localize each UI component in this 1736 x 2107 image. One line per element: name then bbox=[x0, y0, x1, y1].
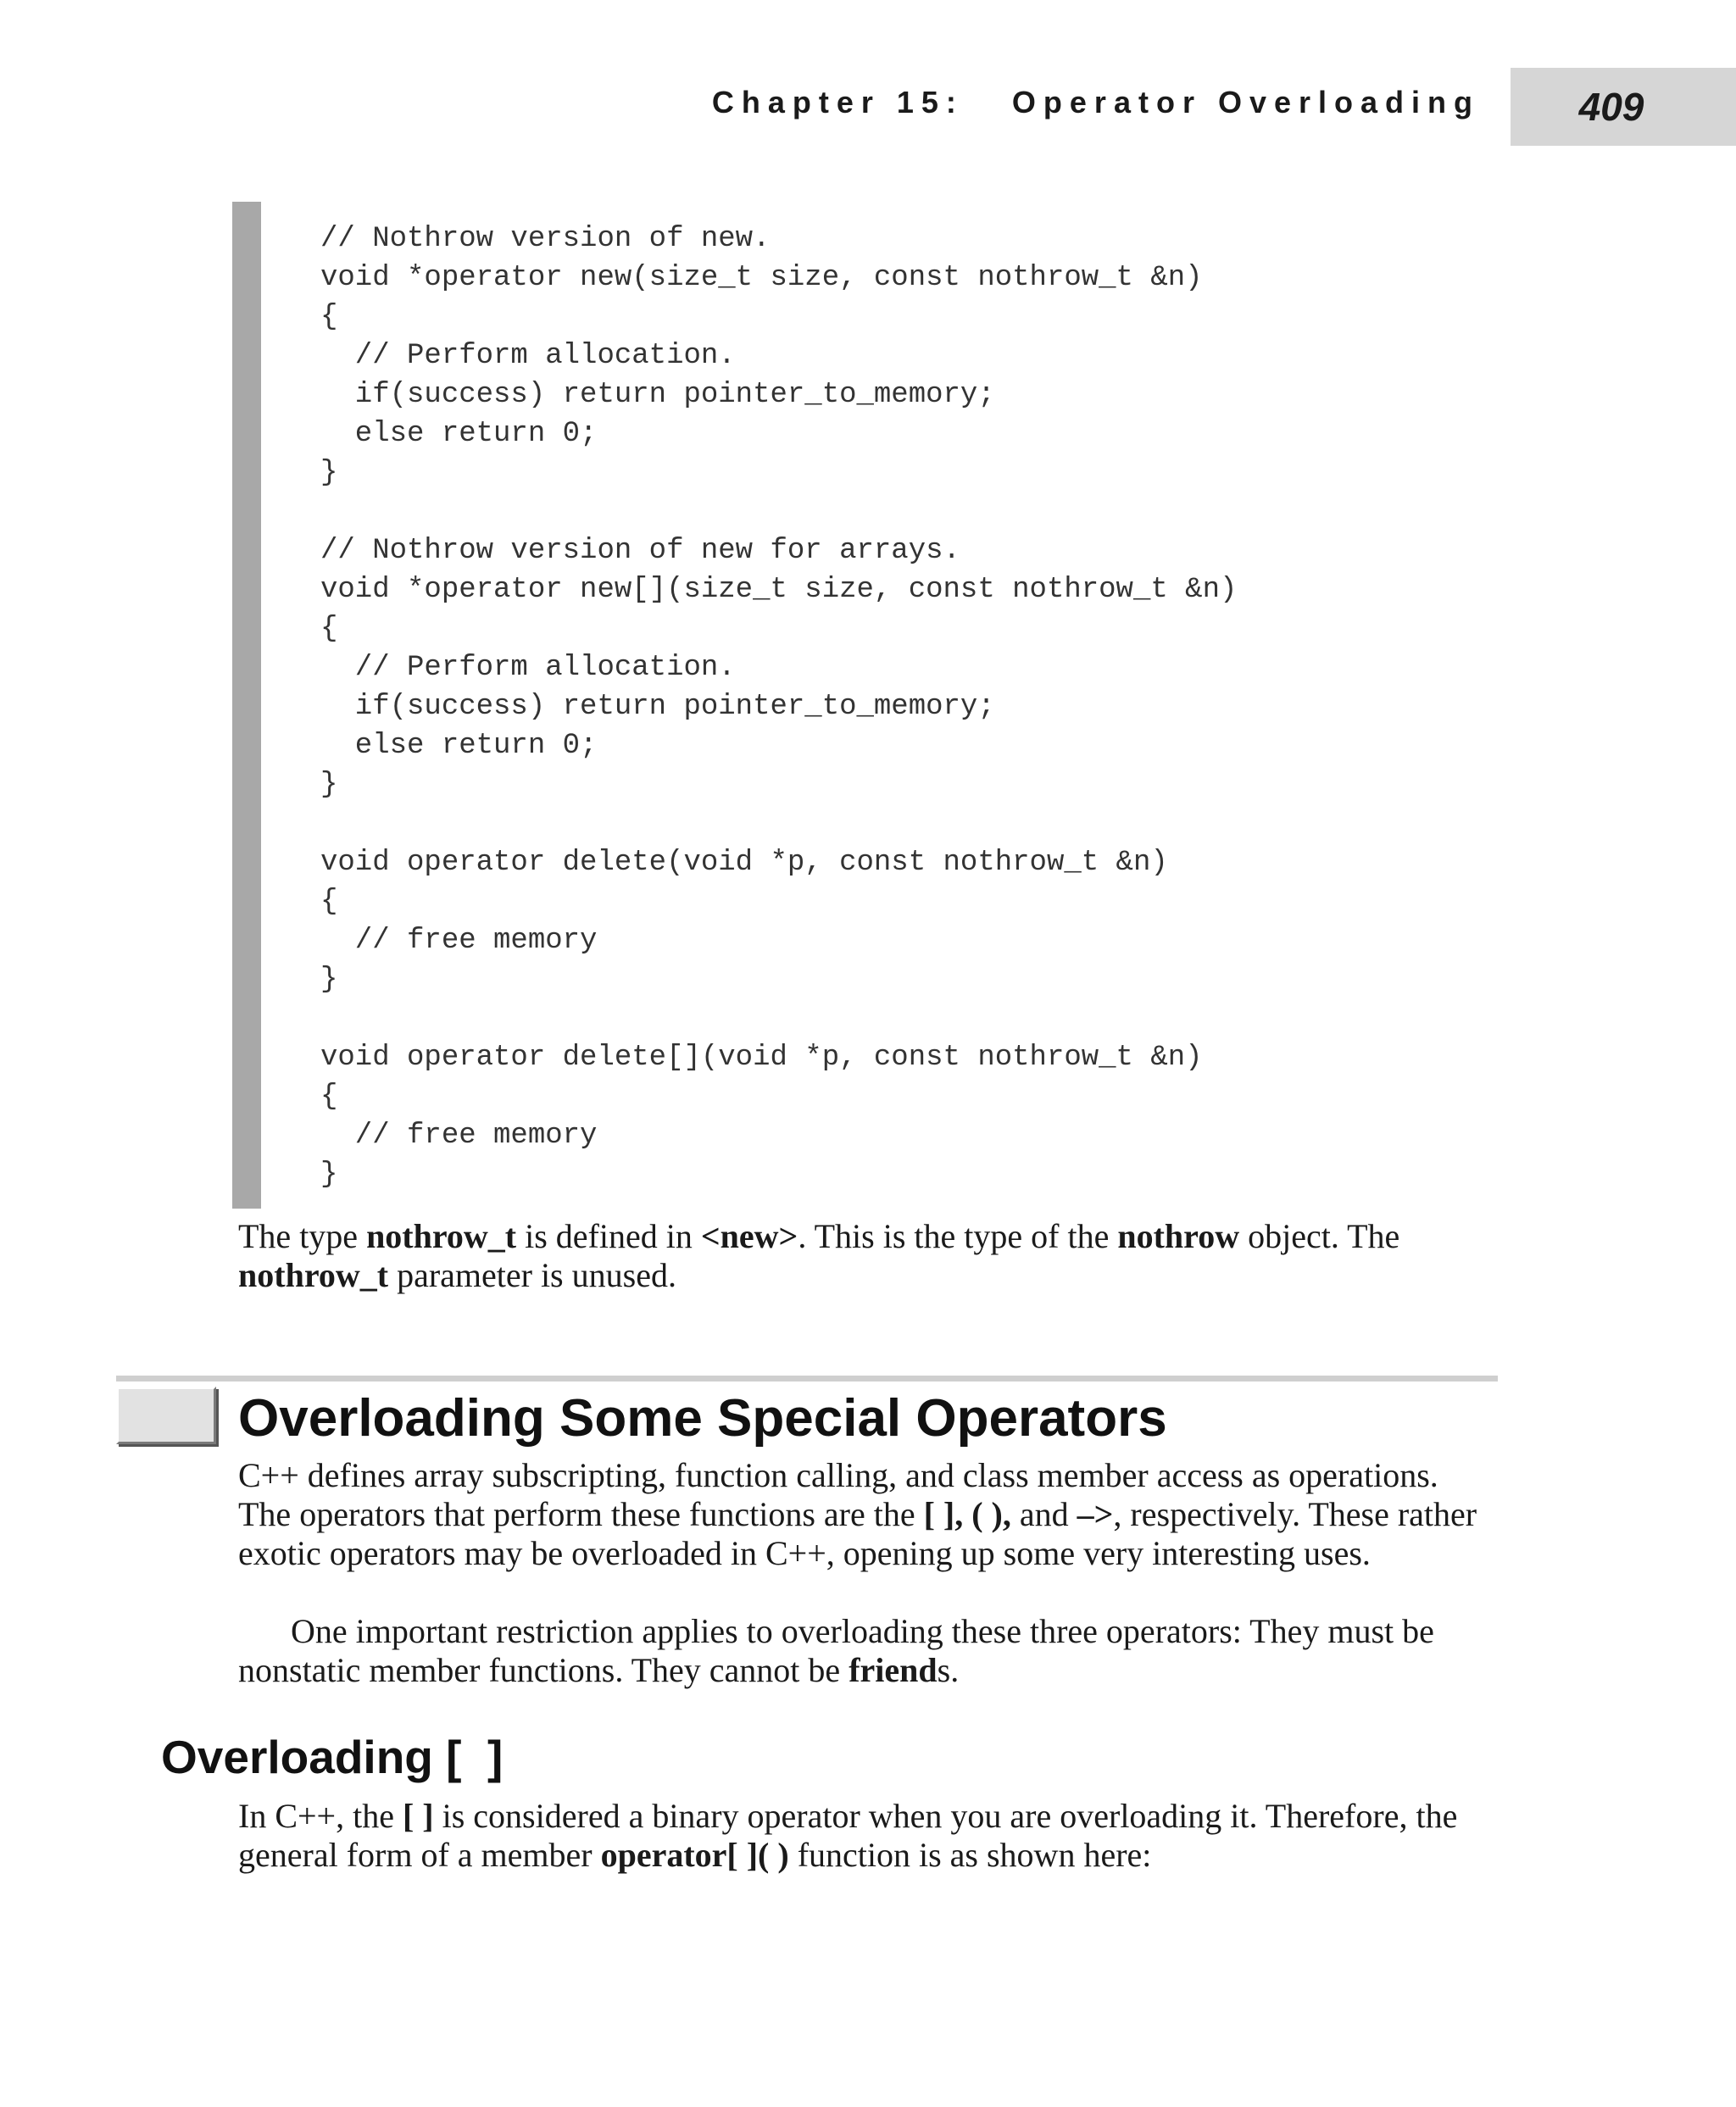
text-run: The type bbox=[238, 1217, 367, 1255]
text-run: One important restriction applies to overloading these three operators: They must be nonstatic member functions. They cannot be bbox=[238, 1612, 1434, 1689]
page-number-tab bbox=[1511, 68, 1736, 146]
code-line: // Perform allocation. bbox=[320, 652, 736, 684]
code-line: // free memory bbox=[320, 1120, 598, 1152]
text-run: parameter is unused. bbox=[388, 1256, 676, 1294]
code-line: } bbox=[320, 964, 338, 996]
code-line: } bbox=[320, 1159, 338, 1191]
code-listing bbox=[232, 202, 1504, 1209]
code-line: } bbox=[320, 769, 338, 801]
bold-term: <new> bbox=[700, 1217, 798, 1255]
code-line bbox=[320, 804, 1504, 843]
bold-term: nothrow_t bbox=[366, 1217, 517, 1255]
bold-term: friend bbox=[849, 1651, 938, 1689]
page-number: 409 bbox=[1578, 85, 1644, 129]
code-line: { bbox=[320, 1081, 338, 1113]
code-line: void operator delete(void *p, const nothrow_t &n) bbox=[320, 847, 1168, 879]
code-line: // Nothrow version of new for arrays. bbox=[320, 535, 960, 567]
section-marker bbox=[116, 1387, 216, 1444]
paragraph-nothrow-type bbox=[238, 1217, 1493, 1295]
code-line: { bbox=[320, 613, 338, 645]
text-run: In C++, the bbox=[238, 1797, 403, 1835]
text-run: C++ defines array subscripting, function calling, and class member access as operations. The operators that perform these functions are the bbox=[238, 1456, 1438, 1533]
code-line: if(success) return pointer_to_memory; bbox=[320, 379, 995, 411]
running-head: Chapter 15: Operator Overloading bbox=[711, 85, 1480, 120]
section-heading: Overloading Some Special Operators bbox=[238, 1389, 1167, 1448]
text-run: and bbox=[1010, 1495, 1077, 1533]
text-run: s. bbox=[937, 1651, 960, 1689]
text-run: , respectively. These rather exotic operators may be overloaded in C++, opening up some very interesting uses. bbox=[238, 1495, 1477, 1572]
text-run: object. The bbox=[1239, 1217, 1400, 1255]
text-run: . This is the type of the bbox=[798, 1217, 1118, 1255]
code-line: else return 0; bbox=[320, 730, 598, 762]
code-line: // Perform allocation. bbox=[320, 340, 736, 372]
bold-term: [ ] bbox=[402, 1797, 434, 1835]
bold-term: nothrow bbox=[1117, 1217, 1240, 1255]
paragraph-restriction bbox=[238, 1612, 1493, 1690]
paragraph-subscript-operator bbox=[238, 1797, 1493, 1875]
code-line bbox=[320, 999, 1504, 1038]
bold-term: [ ], ( ), bbox=[923, 1495, 1011, 1533]
subsection-heading: Overloading [ ] bbox=[161, 1731, 504, 1783]
code-line: if(success) return pointer_to_memory; bbox=[320, 691, 995, 723]
bold-term: operator[ ]( ) bbox=[600, 1836, 789, 1874]
bold-term: nothrow_t bbox=[238, 1256, 389, 1294]
bold-term: –> bbox=[1077, 1495, 1114, 1533]
code-line: void *operator new(size_t size, const nothrow_t &n) bbox=[320, 262, 1203, 294]
code-line: { bbox=[320, 301, 338, 333]
code-line: } bbox=[320, 457, 338, 489]
text-run: function is as shown here: bbox=[788, 1836, 1152, 1874]
text-run: is defined in bbox=[516, 1217, 701, 1255]
code-line: // free memory bbox=[320, 925, 598, 957]
text-run: is considered a binary operator when you are overloading it. Therefore, the general form of a member bbox=[238, 1797, 1458, 1874]
code-line: void *operator new[](size_t size, const nothrow_t &n) bbox=[320, 574, 1238, 606]
code-line: else return 0; bbox=[320, 418, 598, 450]
code-line: void operator delete[](void *p, const nothrow_t &n) bbox=[320, 1042, 1203, 1074]
code-line: { bbox=[320, 886, 338, 918]
code-line: // Nothrow version of new. bbox=[320, 223, 771, 255]
paragraph-special-operators bbox=[238, 1456, 1493, 1573]
code-line bbox=[320, 492, 1504, 531]
section-rule bbox=[116, 1376, 1498, 1382]
